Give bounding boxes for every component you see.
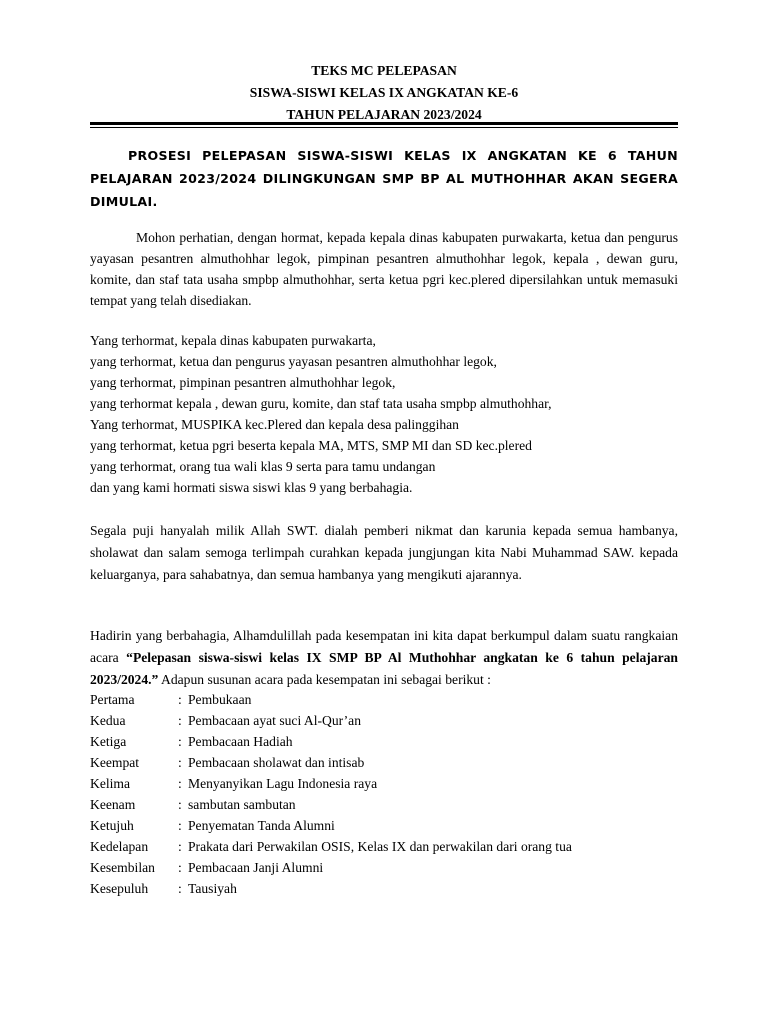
schedule-separator: : [178,692,182,707]
schedule-row [90,857,678,878]
title-line-1: TEKS MC PELEPASAN [311,63,457,78]
schedule-separator: : [178,713,182,728]
schedule-order: Kedua [90,713,126,728]
event-name: “Pelepasan siswa-siswi kelas IX SMP BP Al Muthohhar angkatan ke 6 tahun pelajaran 2023/2024.” [90,650,678,687]
schedule-order: Pertama [90,692,135,707]
salutation-line: yang terhormat, ketua pgri beserta kepala MA, MTS, SMP MI dan SD kec.plered [90,438,532,453]
schedule-row [90,752,678,773]
salutation-line: Yang terhormat, kepala dinas kabupaten purwakarta, [90,333,376,348]
schedule-row [90,836,678,857]
attention-text: Mohon perhatian, dengan hormat, kepada kepala dinas kabupaten purwakarta, ketua dan pengurus yayasan pesantren almuthohhar legok, pimpinan pesantren almuthohhar legok, kepala , dewan guru, komite, dan staf tata usaha smpbp almuthohhar, serta ketua pgri kec.plered dipersilahkan untuk memasuki tempat yang telah disediakan. [90,230,678,308]
event-intro-text: Hadirin yang berbahagia, Alhamdulillah pada kesempatan ini kita dapat berkumpul dalam suatu rangkaian acara [90,628,678,665]
schedule-separator: : [178,839,182,854]
schedule-row [90,794,678,815]
salutation-line: yang terhormat, pimpinan pesantren almuthohhar legok, [90,375,396,390]
schedule-row [90,773,678,794]
schedule-row [90,710,678,731]
schedule-separator: : [178,776,182,791]
schedule-row [90,815,678,836]
schedule-item: Prakata dari Perwakilan OSIS, Kelas IX dan perwakilan dari orang tua [188,839,572,854]
schedule-item: Penyematan Tanda Alumni [188,818,335,833]
schedule-item: Tausiyah [188,881,237,896]
schedule-row [90,689,678,710]
announcement-text: PROSESI PELEPASAN SISWA-SISWI KELAS IX ANGKATAN KE 6 TAHUN PELAJARAN 2023/2024 DILINGKUNGAN SMP BP AL MUTHOHHAR AKAN SEGERA DIMULAI. [90,148,678,209]
title-line-2: SISWA-SISWI KELAS IX ANGKATAN KE-6 [249,85,519,100]
title-divider-thin [90,127,678,128]
schedule-item: Pembacaan Janji Alumni [188,860,324,875]
schedule-item: sambutan sambutan [188,797,296,812]
document-title [0,60,768,126]
schedule-order: Keempat [90,755,140,770]
schedule-order: Kedelapan [90,839,149,854]
salutation-line: dan yang kami hormati siswa siswi klas 9 yang berbahagia. [90,480,413,495]
schedule-separator: : [178,860,182,875]
schedule-order: Kelima [90,776,131,791]
schedule-order: Keenam [90,797,136,812]
salutation-line: Yang terhormat, MUSPIKA kec.Plered dan kepala desa palinggihan [90,417,459,432]
schedule-separator: : [178,734,182,749]
event-intro-paragraph [90,625,678,691]
schedule-order: Ketujuh [90,818,134,833]
schedule-item: Pembacaan sholawat dan intisab [188,755,365,770]
title-line-3: TAHUN PELAJARAN 2023/2024 [286,107,482,122]
salutation-line: yang terhormat, ketua dan pengurus yayasan pesantren almuthohhar legok, [90,354,497,369]
schedule-list [90,689,678,899]
schedule-item: Pembacaan Hadiah [188,734,293,749]
schedule-separator: : [178,818,182,833]
schedule-order: Ketiga [90,734,127,749]
schedule-order: Kesembilan [90,860,155,875]
salutation-list [90,330,678,498]
salutation-line: yang terhormat kepala , dewan guru, komite, dan staf tata usaha smpbp almuthohhar, [90,396,552,411]
praise-paragraph: Segala puji hanyalah milik Allah SWT. dialah pemberi nikmat dan karunia kepada semua hambanya, sholawat dan salam semoga terlimpah curahkan kepada jungjungan kita Nabi Muhammad SAW. kepada keluarganya, para sahabatnya, dan semua hambanya yang mengikuti ajarannya. [90,523,678,582]
schedule-separator: : [178,755,182,770]
attention-paragraph [90,227,678,311]
schedule-item: Pembacaan ayat suci Al-Qur’an [188,713,362,728]
schedule-item: Pembukaan [188,692,252,707]
schedule-order: Kesepuluh [90,881,149,896]
schedule-separator: : [178,881,182,896]
schedule-row [90,878,678,899]
schedule-row [90,731,678,752]
announcement-paragraph [90,144,678,213]
event-intro-closing: Adapun susunan acara pada kesempatan ini sebagai berikut : [158,672,491,687]
title-divider-thick [90,122,678,125]
schedule-separator: : [178,797,182,812]
schedule-item: Menyanyikan Lagu Indonesia raya [188,776,378,791]
salutation-line: yang terhormat, orang tua wali klas 9 serta para tamu undangan [90,459,436,474]
